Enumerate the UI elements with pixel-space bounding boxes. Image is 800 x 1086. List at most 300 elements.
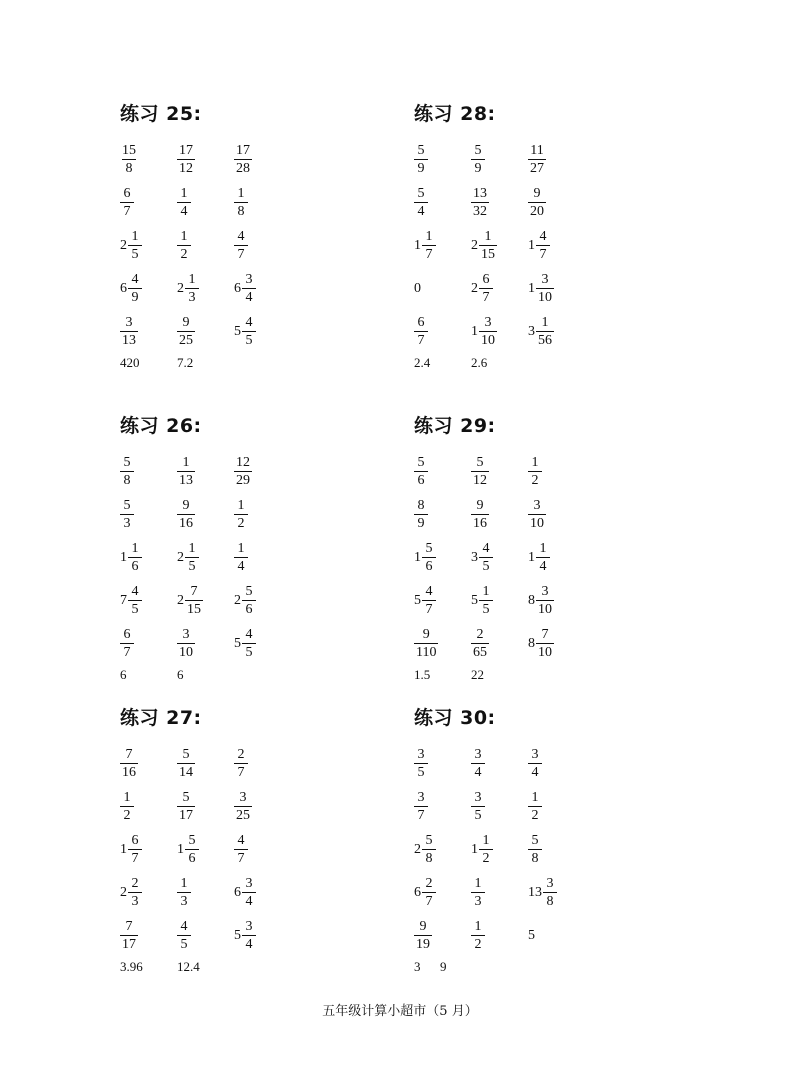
denominator: 5	[479, 600, 493, 617]
fraction	[528, 833, 542, 866]
whole-number: 6	[120, 280, 127, 296]
answer-cell	[120, 747, 177, 780]
numerator: 1	[188, 541, 196, 556]
denominator: 28	[236, 161, 250, 176]
denominator: 10	[481, 333, 495, 348]
decimal-answers-row	[414, 665, 714, 685]
fraction	[414, 747, 428, 780]
fraction	[185, 584, 203, 617]
answer-cell	[177, 315, 234, 348]
denominator: 2	[479, 849, 493, 866]
denominator: 5	[471, 806, 485, 823]
denominator: 19	[416, 937, 430, 952]
fraction	[242, 272, 256, 305]
denominator: 4	[242, 892, 256, 909]
answer-cell	[234, 541, 291, 574]
denominator: 25	[179, 333, 193, 348]
answer-cell	[120, 627, 177, 660]
fraction	[128, 272, 142, 305]
numerator: 4	[425, 584, 433, 599]
section-title: 练习 30:	[414, 707, 496, 729]
denominator: 2	[120, 806, 134, 823]
numerator: 3	[484, 315, 492, 330]
numerator: 3	[245, 876, 253, 891]
answer-cell	[414, 281, 471, 297]
denominator: 4	[471, 763, 485, 780]
numerator: 4	[245, 627, 253, 642]
answer-cell	[120, 584, 177, 617]
numerator: 3	[182, 627, 190, 642]
exercise-section-28	[414, 100, 714, 373]
denominator: 16	[473, 516, 487, 531]
answer-row	[414, 785, 714, 828]
fraction	[479, 229, 497, 262]
denominator: 7	[479, 288, 493, 305]
numerator: 5	[182, 790, 190, 805]
denominator: 15	[187, 602, 201, 617]
answer-cell	[528, 627, 585, 660]
fraction	[234, 541, 248, 574]
numerator: 1	[180, 229, 188, 244]
answer-row	[414, 450, 714, 493]
numerator: 7	[541, 627, 549, 642]
answer-cell	[471, 584, 528, 617]
numerator: 1	[474, 919, 482, 934]
whole-number: 2	[177, 592, 184, 608]
denominator: 4	[242, 288, 256, 305]
decimal-answer: 420	[120, 355, 140, 370]
whole-number: 5	[234, 635, 241, 651]
fraction	[479, 272, 493, 305]
denominator: 7	[120, 202, 134, 219]
decimal-answer: 3.96	[120, 959, 143, 974]
denominator: 7	[234, 245, 248, 262]
whole-number: 6	[414, 884, 421, 900]
answer-cell	[120, 833, 177, 866]
whole-number: 5	[234, 323, 241, 339]
numerator: 9	[182, 498, 190, 513]
exercise-section-27	[120, 704, 420, 977]
denominator: 6	[242, 600, 256, 617]
fraction	[414, 498, 428, 531]
denominator: 10	[530, 516, 544, 531]
decimal-answers-row	[120, 957, 420, 977]
denominator: 2	[528, 806, 542, 823]
whole-number: 1	[120, 841, 127, 857]
exercise-section-30	[414, 704, 714, 977]
answer-cell	[177, 627, 234, 660]
answer-cell	[120, 455, 177, 488]
fraction	[177, 186, 191, 219]
whole-number: 2	[120, 884, 127, 900]
decimal-answer: 7.2	[177, 355, 194, 370]
numerator: 5	[123, 455, 131, 470]
decimal-answer: 12.4	[177, 959, 200, 974]
denominator: 20	[530, 204, 544, 219]
numerator: 1	[539, 541, 547, 556]
denominator: 7	[414, 806, 428, 823]
denominator: 7	[414, 331, 428, 348]
answer-cell	[414, 584, 471, 617]
decimal-answer: 6	[177, 667, 184, 682]
answer-cell	[471, 747, 528, 780]
numerator: 1	[541, 315, 549, 330]
whole-number: 1	[528, 280, 535, 296]
fraction	[471, 143, 485, 176]
fraction	[185, 541, 199, 574]
whole-number: 3	[528, 323, 535, 339]
denominator: 29	[236, 473, 250, 488]
denominator: 8	[422, 849, 436, 866]
fraction	[128, 541, 142, 574]
decimal-answers-row	[414, 957, 714, 977]
answer-row	[120, 579, 420, 622]
numerator: 4	[539, 229, 547, 244]
numerator: 1	[237, 186, 245, 201]
fraction	[177, 229, 191, 262]
denominator: 6	[422, 557, 436, 574]
fraction	[414, 919, 432, 952]
numerator: 1	[131, 541, 139, 556]
numerator: 15	[122, 143, 136, 158]
answer-row	[414, 310, 714, 353]
answer-cell	[414, 541, 471, 574]
fraction	[528, 143, 546, 176]
denominator: 3	[120, 514, 134, 531]
numerator: 3	[417, 747, 425, 762]
denominator: 8	[234, 202, 248, 219]
denominator: 2	[234, 514, 248, 531]
fraction	[177, 876, 191, 909]
denominator: 9	[414, 159, 428, 176]
numerator: 6	[417, 315, 425, 330]
answer-cell	[120, 876, 177, 909]
answer-cell	[528, 229, 585, 262]
answer-row	[120, 493, 420, 536]
denominator: 4	[414, 202, 428, 219]
numerator: 9	[419, 919, 427, 934]
denominator: 6	[128, 557, 142, 574]
answer-cell	[177, 229, 234, 262]
denominator: 2	[528, 471, 542, 488]
answer-cell	[471, 498, 528, 531]
denominator: 5	[128, 245, 142, 262]
fraction	[120, 747, 138, 780]
numerator: 5	[531, 833, 539, 848]
answer-cell	[414, 143, 471, 176]
fraction	[234, 790, 252, 823]
answer-cell	[177, 143, 234, 176]
fraction	[128, 229, 142, 262]
answer-cell	[177, 498, 234, 531]
numerator: 5	[476, 455, 484, 470]
fraction	[479, 315, 497, 348]
fraction	[536, 584, 554, 617]
decimal-answer: 3	[414, 959, 421, 974]
answer-cell	[471, 229, 528, 262]
fraction	[234, 455, 252, 488]
fraction	[422, 541, 436, 574]
numerator: 2	[131, 876, 139, 891]
numerator: 6	[131, 833, 139, 848]
denominator: 13	[179, 473, 193, 488]
decimal-answer: 2.4	[414, 355, 431, 370]
numerator: 5	[474, 143, 482, 158]
numerator: 6	[482, 272, 490, 287]
answer-cell	[414, 229, 471, 262]
decimal-answer: 9	[440, 959, 447, 974]
numerator: 7	[190, 584, 198, 599]
fraction	[414, 790, 428, 823]
section-title: 练习 29:	[414, 415, 496, 437]
denominator: 13	[122, 333, 136, 348]
answer-cell	[471, 455, 528, 488]
answer-cell	[471, 315, 528, 348]
numerator: 2	[425, 876, 433, 891]
decimal-answer: 2.6	[471, 355, 488, 370]
answer-cell	[120, 272, 177, 305]
fraction	[234, 143, 252, 176]
decimal-answers-row	[414, 353, 714, 373]
denominator: 17	[122, 937, 136, 952]
section-title: 练习 27:	[120, 707, 202, 729]
denominator: 9	[471, 159, 485, 176]
fraction	[536, 272, 554, 305]
answer-cell	[528, 928, 585, 944]
denominator: 32	[473, 204, 487, 219]
numerator: 5	[417, 143, 425, 158]
whole-number: 2	[177, 549, 184, 565]
numerator: 1	[180, 876, 188, 891]
numerator: 12	[236, 455, 250, 470]
denominator: 8	[528, 849, 542, 866]
whole-number: 1	[120, 549, 127, 565]
numerator: 6	[123, 186, 131, 201]
fraction	[528, 790, 542, 823]
denominator: 7	[234, 849, 248, 866]
denominator: 10	[538, 290, 552, 305]
answer-cell	[414, 876, 471, 909]
answer-cell	[177, 919, 234, 952]
numerator: 5	[182, 747, 190, 762]
answer-cell	[120, 541, 177, 574]
answer-cell	[177, 747, 234, 780]
whole-number: 1	[414, 237, 421, 253]
answer-cell	[471, 833, 528, 866]
whole-number: 0	[414, 280, 421, 296]
fraction	[120, 627, 134, 660]
whole-number: 5	[528, 927, 535, 943]
denominator: 7	[422, 600, 436, 617]
numerator: 4	[131, 272, 139, 287]
denominator: 10	[538, 602, 552, 617]
whole-number: 1	[528, 237, 535, 253]
answer-cell	[414, 186, 471, 219]
answer-cell	[414, 627, 471, 660]
answer-row	[414, 138, 714, 181]
numerator: 17	[236, 143, 250, 158]
section-title: 练习 26:	[120, 415, 202, 437]
denominator: 7	[234, 763, 248, 780]
answer-row	[120, 785, 420, 828]
numerator: 3	[531, 747, 539, 762]
answer-row	[120, 536, 420, 579]
numerator: 1	[188, 272, 196, 287]
answer-cell	[471, 541, 528, 574]
fraction	[128, 876, 142, 909]
denominator: 8	[120, 471, 134, 488]
fraction	[185, 833, 199, 866]
answer-cell	[177, 584, 234, 617]
answer-cell	[234, 747, 291, 780]
fraction	[536, 541, 550, 574]
answer-cell	[414, 919, 471, 952]
fraction	[422, 584, 436, 617]
answer-row	[414, 181, 714, 224]
answer-row	[120, 224, 420, 267]
numerator: 5	[417, 186, 425, 201]
answer-cell	[471, 919, 528, 952]
numerator: 1	[474, 876, 482, 891]
whole-number: 7	[120, 592, 127, 608]
numerator: 9	[422, 627, 430, 642]
fraction	[422, 229, 436, 262]
fraction	[120, 919, 138, 952]
denominator: 10	[538, 645, 552, 660]
answer-cell	[120, 315, 177, 348]
answer-cell	[120, 790, 177, 823]
fraction	[414, 315, 428, 348]
decimal-answer: 1.5	[414, 667, 431, 682]
fraction	[543, 876, 557, 909]
answer-cell	[234, 790, 291, 823]
whole-number: 1	[177, 841, 184, 857]
fraction	[242, 627, 256, 660]
denominator: 8	[122, 159, 136, 176]
answer-row	[414, 224, 714, 267]
answer-cell	[528, 498, 585, 531]
numerator: 3	[125, 315, 133, 330]
answer-cell	[120, 186, 177, 219]
numerator: 9	[533, 186, 541, 201]
answer-cell	[177, 790, 234, 823]
fraction	[177, 627, 195, 660]
answer-cell	[234, 876, 291, 909]
denominator: 4	[234, 557, 248, 574]
denominator: 5	[242, 643, 256, 660]
denominator: 3	[177, 892, 191, 909]
fraction	[528, 498, 546, 531]
numerator: 3	[533, 498, 541, 513]
whole-number: 2	[234, 592, 241, 608]
numerator: 3	[474, 747, 482, 762]
answer-cell	[177, 272, 234, 305]
denominator: 16	[179, 516, 193, 531]
denominator: 25	[236, 808, 250, 823]
numerator: 7	[125, 747, 133, 762]
fraction	[479, 833, 493, 866]
answer-cell	[528, 315, 585, 348]
fraction	[414, 627, 438, 660]
numerator: 1	[123, 790, 131, 805]
answer-cell	[471, 186, 528, 219]
answer-cell	[528, 541, 585, 574]
fraction	[479, 584, 493, 617]
answer-row	[120, 138, 420, 181]
answer-cell	[528, 584, 585, 617]
numerator: 3	[541, 272, 549, 287]
numerator: 5	[188, 833, 196, 848]
answer-row	[120, 310, 420, 353]
answer-cell	[528, 143, 585, 176]
numerator: 2	[237, 747, 245, 762]
whole-number: 5	[414, 592, 421, 608]
numerator: 4	[131, 584, 139, 599]
whole-number: 5	[471, 592, 478, 608]
numerator: 1	[180, 186, 188, 201]
numerator: 3	[417, 790, 425, 805]
numerator: 5	[425, 833, 433, 848]
numerator: 13	[473, 186, 487, 201]
answer-cell	[177, 876, 234, 909]
numerator: 3	[541, 584, 549, 599]
whole-number: 1	[471, 841, 478, 857]
numerator: 1	[482, 584, 490, 599]
answer-row	[120, 181, 420, 224]
fraction	[414, 186, 428, 219]
denominator: 5	[177, 935, 191, 952]
denominator: 12	[473, 473, 487, 488]
denominator: 3	[128, 892, 142, 909]
answer-row	[414, 267, 714, 310]
numerator: 1	[484, 229, 492, 244]
whole-number: 2	[120, 237, 127, 253]
answer-cell	[528, 790, 585, 823]
fraction	[120, 790, 134, 823]
fraction	[471, 876, 485, 909]
numerator: 4	[482, 541, 490, 556]
answer-cell	[528, 186, 585, 219]
denominator: 5	[242, 331, 256, 348]
fraction	[471, 498, 489, 531]
whole-number: 1	[414, 549, 421, 565]
fraction	[242, 876, 256, 909]
denominator: 5	[128, 600, 142, 617]
answer-cell	[120, 229, 177, 262]
whole-number: 2	[177, 280, 184, 296]
answer-cell	[234, 498, 291, 531]
fraction	[234, 498, 248, 531]
numerator: 3	[546, 876, 554, 891]
fraction	[471, 455, 489, 488]
whole-number: 13	[528, 884, 542, 900]
answer-cell	[414, 498, 471, 531]
whole-number: 8	[528, 635, 535, 651]
denominator: 4	[242, 935, 256, 952]
numerator: 3	[239, 790, 247, 805]
answer-cell	[234, 627, 291, 660]
numerator: 5	[417, 455, 425, 470]
denominator: 9	[128, 288, 142, 305]
fraction	[177, 143, 195, 176]
fraction	[422, 833, 436, 866]
denominator: 2	[471, 935, 485, 952]
answer-cell	[471, 143, 528, 176]
answer-cell	[414, 833, 471, 866]
answer-cell	[471, 876, 528, 909]
fraction	[177, 498, 195, 531]
numerator: 5	[123, 498, 131, 513]
